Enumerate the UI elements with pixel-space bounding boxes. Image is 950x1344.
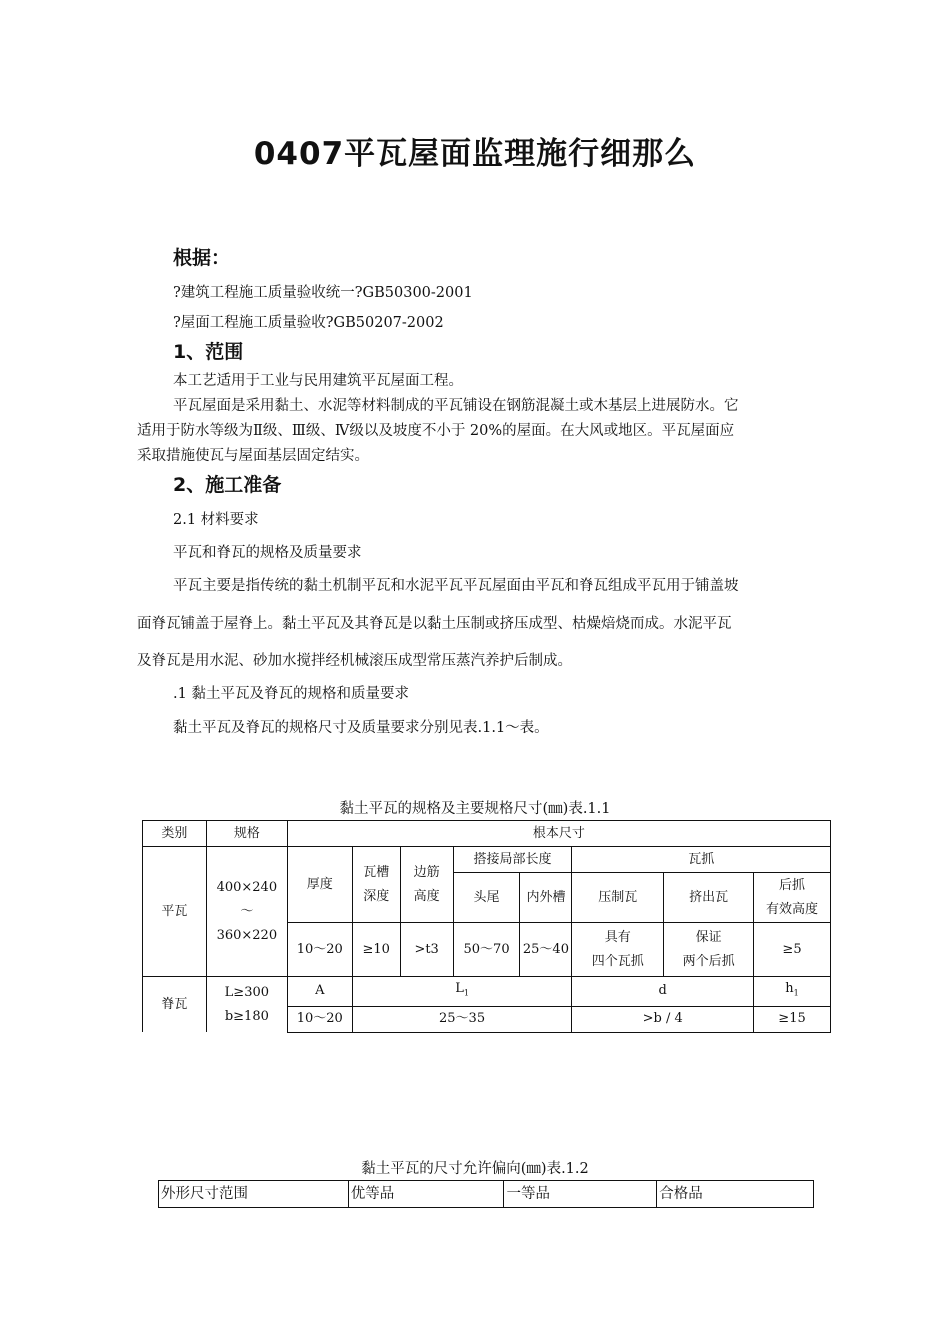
tolerance-header-qualified: 合格品: [657, 1181, 814, 1208]
header-spec: 规格: [206, 821, 287, 847]
flat-tile-spec: [206, 847, 287, 977]
flat-rib-value: >t3: [400, 923, 453, 977]
flat-groove-value: ≥10: [352, 923, 400, 977]
header-extruded-tile: 挤出瓦: [664, 873, 754, 923]
ridge-spec-line-1: L≥300: [224, 984, 270, 1000]
tolerance-header-premium: 优等品: [348, 1181, 504, 1208]
header-head-tail: 头尾: [453, 873, 520, 923]
flat-spec-line-2: ～: [240, 903, 254, 919]
section2-paragraph-line-2: 面脊瓦铺盖于屋脊上。黏土平瓦及其脊瓦是以黏土压制或挤压成型、枯燥焙烧而成。水泥平瓦: [137, 616, 732, 632]
section1-paragraph-2-line-3: 采取措施使瓦与屋面基层固定结实。: [137, 448, 369, 464]
flat-spec-line-3: 360×220: [216, 927, 278, 943]
section2-sub-1: 2.1 材料要求: [173, 512, 259, 528]
basis-item-1: ?建筑工程施工质量验收统一?GB50300-2001: [173, 285, 473, 301]
ridge-value-h1: ≥15: [754, 1006, 831, 1032]
flat-tile-name: 平瓦: [143, 847, 207, 977]
flat-inner-outer-value: 25～40: [520, 923, 572, 977]
ridge-h-symbol: h: [785, 981, 794, 996]
basis-item-2: ?屋面工程施工质量验收?GB50207-2002: [173, 315, 444, 331]
section2-paragraph-last: 黏土平瓦及脊瓦的规格尺寸及质量要求分别见表.1.1～表。: [173, 720, 549, 736]
header-tile-claw: 瓦抓: [572, 847, 831, 873]
ridge-l-symbol: L: [455, 981, 464, 996]
section2-sub-2: 平瓦和脊瓦的规格及质量要求: [173, 545, 362, 561]
tolerance-table: [158, 1180, 814, 1208]
flat-spec-line-1: 400×240: [216, 879, 278, 895]
table2-caption: 黏土平瓦的尺寸允许偏向(㎜)表.1.2: [361, 1161, 589, 1177]
ridge-header-a: A: [287, 977, 352, 1007]
rib-height-line-1: 边筋: [413, 864, 440, 880]
ridge-value-l1: 25～35: [352, 1006, 572, 1032]
extruded-value-line-1: 保证: [695, 929, 722, 945]
header-rib-height: [400, 847, 453, 923]
flat-rear-value: ≥5: [754, 923, 831, 977]
extruded-value-line-2: 两个后抓: [682, 953, 735, 969]
section2-paragraph-line-1: 平瓦主要是指传统的黏土机制平瓦和水泥平瓦平瓦屋面由平瓦和脊瓦组成平瓦用于铺盖坡: [173, 578, 739, 594]
flat-head-tail-value: 50～70: [453, 923, 520, 977]
groove-depth-line-2: 深度: [363, 888, 390, 904]
header-category: 类别: [143, 821, 207, 847]
section2-sub-3: .1 黏土平瓦及脊瓦的规格和质量要求: [173, 686, 409, 702]
ridge-spec-line-2: b≥180: [224, 1008, 269, 1024]
ridge-h-subscript: 1: [793, 988, 799, 998]
section1-paragraph-1: 本工艺适用于工业与民用建筑平瓦屋面工程。: [173, 373, 463, 389]
rear-claw-line-1: 后抓: [779, 877, 806, 893]
basis-heading: 根据：: [173, 247, 231, 269]
page-title: 0407平瓦屋面监理施行细那么: [253, 136, 697, 172]
table1-caption: 黏土平瓦的规格及主要规格尺寸(㎜)表.1.1: [339, 801, 611, 817]
tolerance-header-first-class: 一等品: [504, 1181, 657, 1208]
ridge-tile-spec: [206, 977, 287, 1033]
header-inner-outer-groove: 内外槽: [520, 873, 572, 923]
pressed-value-line-2: 四个瓦抓: [591, 953, 644, 969]
flat-extruded-value: [664, 923, 754, 977]
section1-heading: 1、范围: [173, 341, 244, 363]
ridge-value-a: 10～20: [287, 1006, 352, 1032]
flat-pressed-value: [572, 923, 664, 977]
pressed-value-line-1: 具有: [604, 929, 631, 945]
header-rear-claw-height: [754, 873, 831, 923]
flat-thickness-value: 10～20: [287, 923, 352, 977]
ridge-header-h1: [754, 977, 831, 1007]
ridge-header-d: d: [572, 977, 754, 1007]
header-overlap-length: 搭接局部长度: [453, 847, 572, 873]
header-basic-dimensions: 根本尺寸: [287, 821, 830, 847]
ridge-header-l1: [352, 977, 572, 1007]
section2-paragraph-line-3: 及脊瓦是用水泥、砂加水搅拌经机械滚压成型常压蒸汽养护后制成。: [137, 653, 572, 669]
rear-claw-line-2: 有效高度: [766, 901, 819, 917]
tolerance-header-range: 外形尺寸范围: [159, 1181, 349, 1208]
section2-heading: 2、施工准备: [173, 474, 282, 496]
header-groove-depth: [352, 847, 400, 923]
groove-depth-line-1: 瓦槽: [363, 864, 390, 880]
header-thickness: 厚度: [287, 847, 352, 923]
section1-paragraph-2-line-1: 平瓦屋面是采用黏土、水泥等材料制成的平瓦铺设在钢筋混凝土或木基层上进展防水。它: [173, 398, 739, 414]
ridge-value-d: >b / 4: [572, 1006, 754, 1032]
spec-table: [142, 820, 831, 1033]
rib-height-line-2: 高度: [413, 888, 440, 904]
ridge-tile-name: 脊瓦: [143, 977, 207, 1033]
section1-paragraph-2-line-2: 适用于防水等级为Ⅱ级、Ⅲ级、Ⅳ级以及坡度不小于 20%的屋面。在大风或地区。平瓦屋面应: [137, 423, 735, 439]
ridge-l-subscript: 1: [463, 988, 469, 998]
header-pressed-tile: 压制瓦: [572, 873, 664, 923]
